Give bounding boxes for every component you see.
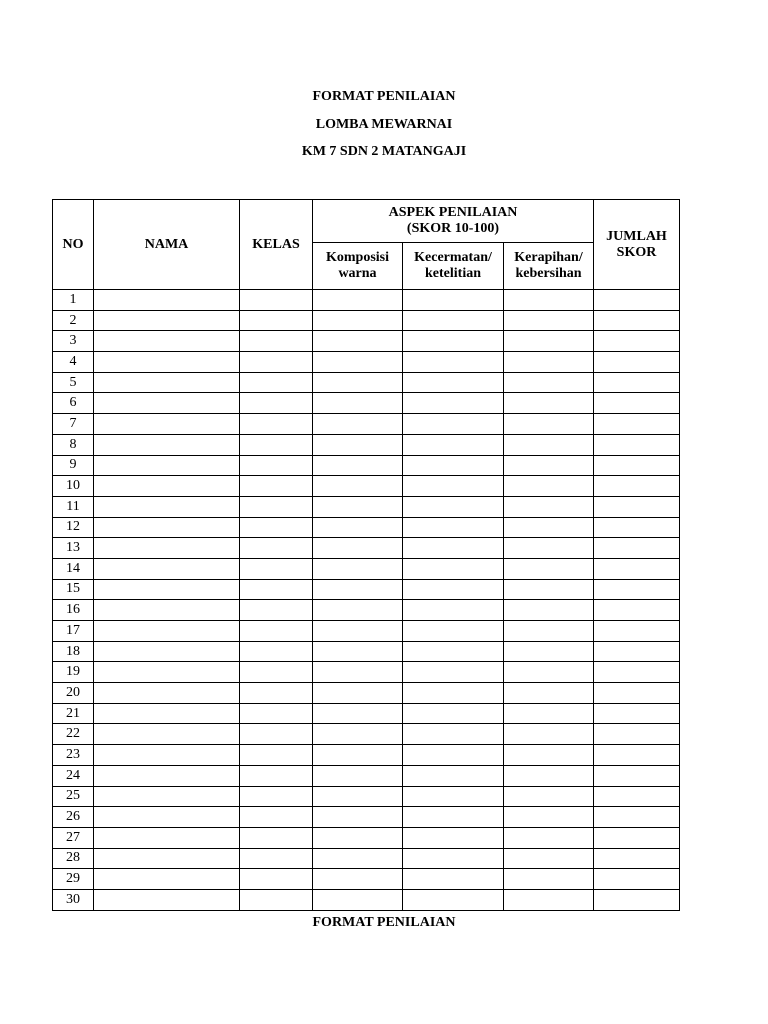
table-row — [53, 683, 680, 704]
kecermatan-cell[interactable] — [403, 724, 504, 745]
kelas-cell[interactable] — [240, 641, 313, 662]
document-title: FORMAT PENILAIAN — [312, 89, 456, 104]
kelas-cell[interactable] — [240, 372, 313, 393]
jumlah-cell[interactable] — [594, 600, 680, 621]
table-row — [53, 579, 680, 600]
header-sub-line2: warna — [338, 266, 377, 281]
kerapihan-cell[interactable] — [504, 372, 594, 393]
jumlah-cell[interactable] — [594, 290, 680, 311]
table-row — [53, 414, 680, 435]
row-number: 1 — [53, 290, 94, 311]
header-jumlah-skor — [594, 200, 680, 290]
kelas-cell[interactable] — [240, 538, 313, 559]
jumlah-cell[interactable] — [594, 558, 680, 579]
jumlah-cell[interactable] — [594, 331, 680, 352]
table-row — [53, 703, 680, 724]
nama-cell[interactable] — [94, 538, 240, 559]
jumlah-cell[interactable] — [594, 786, 680, 807]
kerapihan-cell[interactable] — [504, 455, 594, 476]
komposisi-cell[interactable] — [313, 827, 403, 848]
kelas-cell[interactable] — [240, 476, 313, 497]
kerapihan-cell[interactable] — [504, 414, 594, 435]
row-number: 10 — [53, 476, 94, 497]
kecermatan-cell[interactable] — [403, 703, 504, 724]
kelas-cell[interactable] — [240, 600, 313, 621]
nama-cell[interactable] — [94, 455, 240, 476]
kelas-cell[interactable] — [240, 290, 313, 311]
jumlah-cell[interactable] — [594, 455, 680, 476]
nama-cell[interactable] — [94, 889, 240, 910]
jumlah-cell[interactable] — [594, 517, 680, 538]
komposisi-cell[interactable] — [313, 517, 403, 538]
komposisi-cell[interactable] — [313, 331, 403, 352]
nama-cell[interactable] — [94, 683, 240, 704]
kerapihan-cell[interactable] — [504, 600, 594, 621]
kecermatan-cell[interactable] — [403, 889, 504, 910]
kelas-cell[interactable] — [240, 434, 313, 455]
row-number: 6 — [53, 393, 94, 414]
kerapihan-cell[interactable] — [504, 331, 594, 352]
header-sub-line1: Komposisi — [325, 250, 389, 265]
row-number: 5 — [53, 372, 94, 393]
jumlah-cell[interactable] — [594, 889, 680, 910]
header-kelas: KELAS — [240, 200, 313, 290]
komposisi-cell[interactable] — [313, 724, 403, 745]
jumlah-cell[interactable] — [594, 414, 680, 435]
komposisi-cell[interactable] — [313, 310, 403, 331]
document-subtitle: LOMBA MEWARNAI — [315, 117, 453, 132]
nama-cell[interactable] — [94, 414, 240, 435]
table-row — [53, 807, 680, 828]
kerapihan-cell[interactable] — [504, 683, 594, 704]
kelas-cell[interactable] — [240, 869, 313, 890]
table-row — [53, 621, 680, 642]
header-kerapihan-kebersihan — [504, 243, 594, 290]
komposisi-cell[interactable] — [313, 786, 403, 807]
row-number: 18 — [53, 641, 94, 662]
kecermatan-cell[interactable] — [403, 683, 504, 704]
kerapihan-cell[interactable] — [504, 538, 594, 559]
kerapihan-cell[interactable] — [504, 621, 594, 642]
row-number: 13 — [53, 538, 94, 559]
nama-cell[interactable] — [94, 786, 240, 807]
table-row — [53, 827, 680, 848]
kelas-cell[interactable] — [240, 352, 313, 373]
kerapihan-cell[interactable] — [504, 745, 594, 766]
kecermatan-cell[interactable] — [403, 807, 504, 828]
table-row — [53, 538, 680, 559]
jumlah-cell[interactable] — [594, 476, 680, 497]
nama-cell[interactable] — [94, 827, 240, 848]
kerapihan-cell[interactable] — [504, 641, 594, 662]
table-row — [53, 786, 680, 807]
nama-cell[interactable] — [94, 869, 240, 890]
header-no: NO — [53, 200, 94, 290]
nama-cell[interactable] — [94, 600, 240, 621]
jumlah-cell[interactable] — [594, 434, 680, 455]
kelas-cell[interactable] — [240, 579, 313, 600]
kerapihan-cell[interactable] — [504, 517, 594, 538]
row-number: 30 — [53, 889, 94, 910]
table-row — [53, 848, 680, 869]
jumlah-cell[interactable] — [594, 765, 680, 786]
row-number: 23 — [53, 745, 94, 766]
komposisi-cell[interactable] — [313, 889, 403, 910]
kerapihan-cell[interactable] — [504, 496, 594, 517]
kelas-cell[interactable] — [240, 848, 313, 869]
kecermatan-cell[interactable] — [403, 662, 504, 683]
komposisi-cell[interactable] — [313, 848, 403, 869]
kelas-cell[interactable] — [240, 621, 313, 642]
row-number: 28 — [53, 848, 94, 869]
kerapihan-cell[interactable] — [504, 807, 594, 828]
jumlah-cell[interactable] — [594, 703, 680, 724]
kerapihan-cell[interactable] — [504, 310, 594, 331]
table-row — [53, 290, 680, 311]
jumlah-cell[interactable] — [594, 621, 680, 642]
kelas-cell[interactable] — [240, 683, 313, 704]
nama-cell[interactable] — [94, 621, 240, 642]
kelas-cell[interactable] — [240, 496, 313, 517]
row-number: 9 — [53, 455, 94, 476]
row-number: 2 — [53, 310, 94, 331]
jumlah-cell[interactable] — [594, 827, 680, 848]
kerapihan-cell[interactable] — [504, 827, 594, 848]
jumlah-cell[interactable] — [594, 745, 680, 766]
nama-cell[interactable] — [94, 310, 240, 331]
nama-cell[interactable] — [94, 476, 240, 497]
kecermatan-cell[interactable] — [403, 496, 504, 517]
kecermatan-cell[interactable] — [403, 786, 504, 807]
kecermatan-cell[interactable] — [403, 331, 504, 352]
row-number: 24 — [53, 765, 94, 786]
komposisi-cell[interactable] — [313, 434, 403, 455]
document-school: KM 7 SDN 2 MATANGAJI — [301, 144, 467, 159]
kerapihan-cell[interactable] — [504, 703, 594, 724]
kerapihan-cell[interactable] — [504, 434, 594, 455]
table-body — [53, 290, 680, 911]
komposisi-cell[interactable] — [313, 765, 403, 786]
nama-cell[interactable] — [94, 745, 240, 766]
header-jumlah-line1: JUMLAH — [606, 228, 667, 244]
table-row — [53, 496, 680, 517]
nama-cell[interactable] — [94, 517, 240, 538]
nama-cell[interactable] — [94, 372, 240, 393]
komposisi-cell[interactable] — [313, 579, 403, 600]
table-row — [53, 476, 680, 497]
jumlah-cell[interactable] — [594, 848, 680, 869]
komposisi-cell[interactable] — [313, 393, 403, 414]
row-number: 11 — [53, 496, 94, 517]
kecermatan-cell[interactable] — [403, 538, 504, 559]
kelas-cell[interactable] — [240, 455, 313, 476]
kelas-cell[interactable] — [240, 745, 313, 766]
jumlah-cell[interactable] — [594, 641, 680, 662]
header-kecermatan-ketelitian — [403, 243, 504, 290]
kelas-cell[interactable] — [240, 807, 313, 828]
jumlah-cell[interactable] — [594, 310, 680, 331]
komposisi-cell[interactable] — [313, 745, 403, 766]
kecermatan-cell[interactable] — [403, 372, 504, 393]
komposisi-cell[interactable] — [313, 807, 403, 828]
footer-title: FORMAT PENILAIAN — [312, 915, 456, 930]
header-aspek-line1: ASPEK PENILAIAN — [388, 205, 518, 220]
kecermatan-cell[interactable] — [403, 393, 504, 414]
kelas-cell[interactable] — [240, 331, 313, 352]
header-nama: NAMA — [94, 200, 240, 290]
header-sub-line2: ketelitian — [425, 266, 481, 281]
komposisi-cell[interactable] — [313, 558, 403, 579]
kelas-cell[interactable] — [240, 889, 313, 910]
nama-cell[interactable] — [94, 724, 240, 745]
table-row — [53, 558, 680, 579]
kecermatan-cell[interactable] — [403, 310, 504, 331]
jumlah-cell[interactable] — [594, 869, 680, 890]
kelas-cell[interactable] — [240, 724, 313, 745]
row-number: 22 — [53, 724, 94, 745]
kecermatan-cell[interactable] — [403, 848, 504, 869]
nama-cell[interactable] — [94, 496, 240, 517]
nama-cell[interactable] — [94, 434, 240, 455]
nama-cell[interactable] — [94, 662, 240, 683]
kelas-cell[interactable] — [240, 517, 313, 538]
kecermatan-cell[interactable] — [403, 579, 504, 600]
row-number: 17 — [53, 621, 94, 642]
kecermatan-cell[interactable] — [403, 869, 504, 890]
row-number: 3 — [53, 331, 94, 352]
kecermatan-cell[interactable] — [403, 352, 504, 373]
kerapihan-cell[interactable] — [504, 290, 594, 311]
row-number: 29 — [53, 869, 94, 890]
kecermatan-cell[interactable] — [403, 290, 504, 311]
kecermatan-cell[interactable] — [403, 455, 504, 476]
table-row — [53, 517, 680, 538]
nama-cell[interactable] — [94, 558, 240, 579]
kelas-cell[interactable] — [240, 310, 313, 331]
jumlah-cell[interactable] — [594, 724, 680, 745]
kerapihan-cell[interactable] — [504, 662, 594, 683]
table-row — [53, 662, 680, 683]
komposisi-cell[interactable] — [313, 476, 403, 497]
nama-cell[interactable] — [94, 848, 240, 869]
komposisi-cell[interactable] — [313, 290, 403, 311]
table-row — [53, 455, 680, 476]
row-number: 12 — [53, 517, 94, 538]
kerapihan-cell[interactable] — [504, 579, 594, 600]
header-sub-line1: Kerapihan/ — [514, 250, 583, 265]
row-number: 27 — [53, 827, 94, 848]
table-row — [53, 310, 680, 331]
table-row — [53, 765, 680, 786]
jumlah-cell[interactable] — [594, 807, 680, 828]
scoring-table — [52, 199, 680, 911]
table-row — [53, 641, 680, 662]
jumlah-cell[interactable] — [594, 496, 680, 517]
kecermatan-cell[interactable] — [403, 827, 504, 848]
komposisi-cell[interactable] — [313, 352, 403, 373]
kecermatan-cell[interactable] — [403, 434, 504, 455]
table-row — [53, 393, 680, 414]
header-aspek-penilaian — [313, 200, 594, 243]
nama-cell[interactable] — [94, 579, 240, 600]
kerapihan-cell[interactable] — [504, 848, 594, 869]
jumlah-cell[interactable] — [594, 538, 680, 559]
komposisi-cell[interactable] — [313, 869, 403, 890]
jumlah-cell[interactable] — [594, 393, 680, 414]
table-row — [53, 724, 680, 745]
jumlah-cell[interactable] — [594, 372, 680, 393]
komposisi-cell[interactable] — [313, 662, 403, 683]
header-jumlah-line2: SKOR — [616, 244, 657, 260]
nama-cell[interactable] — [94, 641, 240, 662]
kecermatan-cell[interactable] — [403, 765, 504, 786]
kerapihan-cell[interactable] — [504, 765, 594, 786]
komposisi-cell[interactable] — [313, 372, 403, 393]
header-aspek-line2: (SKOR 10-100) — [406, 221, 500, 236]
kecermatan-cell[interactable] — [403, 476, 504, 497]
kelas-cell[interactable] — [240, 662, 313, 683]
kelas-cell[interactable] — [240, 703, 313, 724]
komposisi-cell[interactable] — [313, 600, 403, 621]
kelas-cell[interactable] — [240, 393, 313, 414]
row-number: 16 — [53, 600, 94, 621]
table-row — [53, 745, 680, 766]
table-row — [53, 889, 680, 910]
nama-cell[interactable] — [94, 393, 240, 414]
kerapihan-cell[interactable] — [504, 786, 594, 807]
kecermatan-cell[interactable] — [403, 745, 504, 766]
kecermatan-cell[interactable] — [403, 414, 504, 435]
row-number: 19 — [53, 662, 94, 683]
table-row — [53, 372, 680, 393]
kelas-cell[interactable] — [240, 786, 313, 807]
row-number: 14 — [53, 558, 94, 579]
jumlah-cell[interactable] — [594, 683, 680, 704]
komposisi-cell[interactable] — [313, 683, 403, 704]
kerapihan-cell[interactable] — [504, 869, 594, 890]
table-row — [53, 331, 680, 352]
row-number: 20 — [53, 683, 94, 704]
jumlah-cell[interactable] — [594, 352, 680, 373]
nama-cell[interactable] — [94, 765, 240, 786]
kerapihan-cell[interactable] — [504, 724, 594, 745]
kerapihan-cell[interactable] — [504, 889, 594, 910]
kecermatan-cell[interactable] — [403, 600, 504, 621]
row-number: 26 — [53, 807, 94, 828]
row-number: 4 — [53, 352, 94, 373]
kelas-cell[interactable] — [240, 765, 313, 786]
header-sub-line2: kebersihan — [515, 266, 582, 281]
kerapihan-cell[interactable] — [504, 393, 594, 414]
table-row — [53, 434, 680, 455]
kelas-cell[interactable] — [240, 558, 313, 579]
kecermatan-cell[interactable] — [403, 558, 504, 579]
nama-cell[interactable] — [94, 807, 240, 828]
kecermatan-cell[interactable] — [403, 517, 504, 538]
header-komposisi-warna — [313, 243, 403, 290]
komposisi-cell[interactable] — [313, 621, 403, 642]
nama-cell[interactable] — [94, 352, 240, 373]
jumlah-cell[interactable] — [594, 662, 680, 683]
nama-cell[interactable] — [94, 703, 240, 724]
table-row — [53, 600, 680, 621]
komposisi-cell[interactable] — [313, 538, 403, 559]
komposisi-cell[interactable] — [313, 703, 403, 724]
row-number: 15 — [53, 579, 94, 600]
komposisi-cell[interactable] — [313, 414, 403, 435]
header-sub-line1: Kecermatan/ — [414, 250, 492, 265]
kecermatan-cell[interactable] — [403, 641, 504, 662]
komposisi-cell[interactable] — [313, 641, 403, 662]
row-number: 7 — [53, 414, 94, 435]
kecermatan-cell[interactable] — [403, 621, 504, 642]
nama-cell[interactable] — [94, 331, 240, 352]
kerapihan-cell[interactable] — [504, 352, 594, 373]
kerapihan-cell[interactable] — [504, 558, 594, 579]
kerapihan-cell[interactable] — [504, 476, 594, 497]
row-number: 21 — [53, 703, 94, 724]
komposisi-cell[interactable] — [313, 496, 403, 517]
row-number: 25 — [53, 786, 94, 807]
row-number: 8 — [53, 434, 94, 455]
nama-cell[interactable] — [94, 290, 240, 311]
jumlah-cell[interactable] — [594, 579, 680, 600]
table-row — [53, 352, 680, 373]
kelas-cell[interactable] — [240, 827, 313, 848]
kelas-cell[interactable] — [240, 414, 313, 435]
table-row — [53, 869, 680, 890]
komposisi-cell[interactable] — [313, 455, 403, 476]
